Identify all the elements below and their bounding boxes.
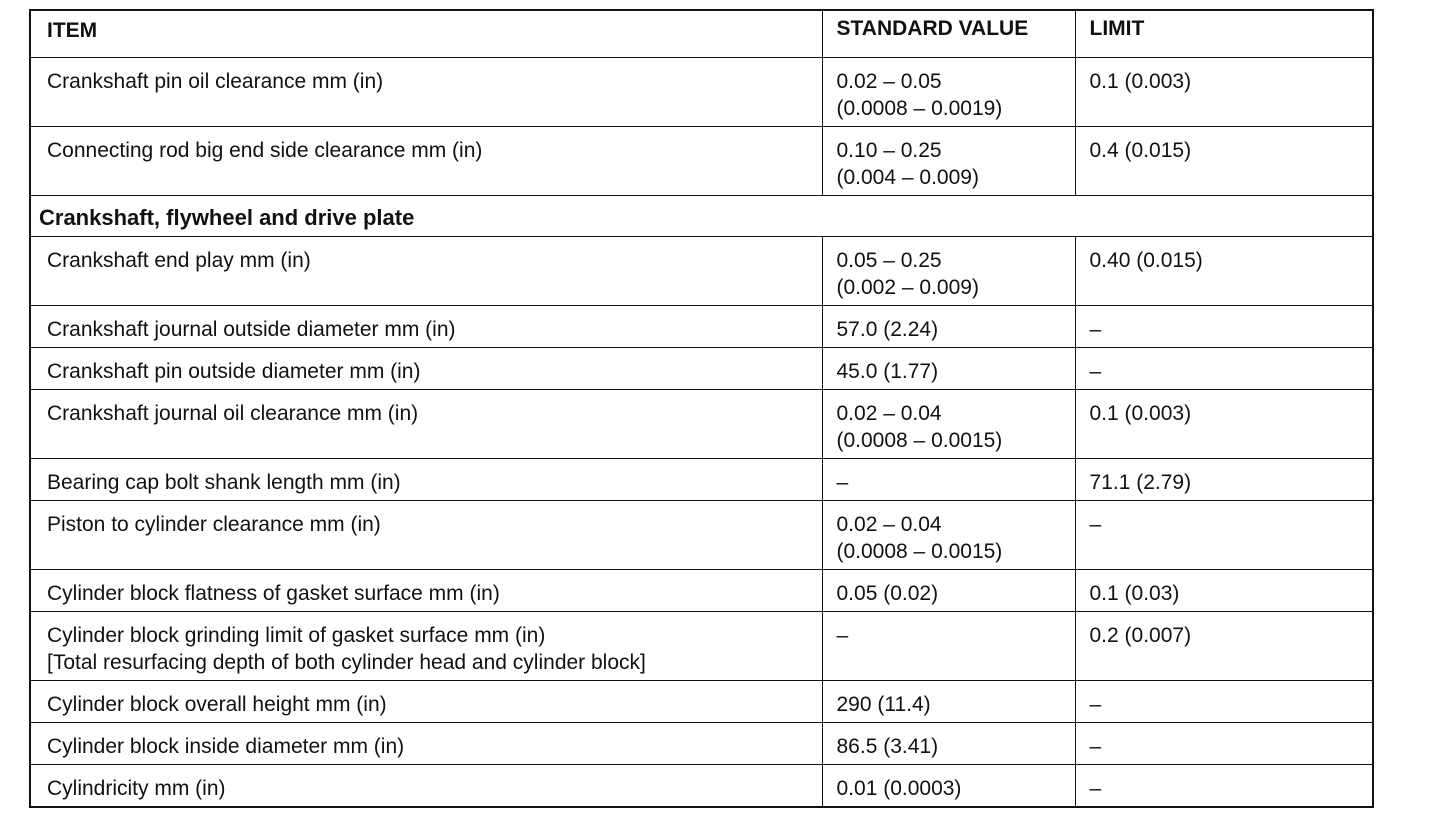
table-row (30, 237, 1373, 306)
standard-text: – (836, 624, 849, 647)
standard-text: 57.0 (2.24) (836, 318, 939, 341)
standard-text: 0.02 – 0.04 (836, 402, 942, 425)
limit-cell: 71.1 (2.79) (1075, 459, 1373, 501)
standard-cell (822, 681, 1075, 723)
item-text: Bearing cap bolt shank length mm (in) (47, 471, 401, 494)
standard-text: (0.002 – 0.009) (836, 276, 979, 299)
standard-text: 0.05 – 0.25 (836, 249, 942, 272)
section-title: Crankshaft, flywheel and drive plate (30, 196, 1373, 237)
limit-cell: – (1075, 723, 1373, 765)
table-row (30, 459, 1373, 501)
limit-cell: – (1075, 348, 1373, 390)
table-row (30, 501, 1373, 570)
item-cell (30, 501, 822, 570)
item-cell (30, 127, 822, 196)
standard-text: 0.02 – 0.05 (836, 70, 942, 93)
standard-cell (822, 723, 1075, 765)
limit-cell: – (1075, 765, 1373, 808)
table-row (30, 570, 1373, 612)
table-row (30, 390, 1373, 459)
item-text: Cylinder block grinding limit of gasket surface mm (in) (47, 624, 546, 647)
item-cell (30, 765, 822, 808)
table-row (30, 765, 1373, 808)
standard-text: – (836, 471, 849, 494)
header-limit: LIMIT (1075, 10, 1373, 58)
item-text: Crankshaft pin outside diameter mm (in) (47, 360, 421, 383)
item-text: Cylinder block inside diameter mm (in) (47, 735, 405, 758)
limit-cell: 0.40 (0.015) (1075, 237, 1373, 306)
item-cell (30, 723, 822, 765)
item-text: Crankshaft end play mm (in) (47, 249, 311, 272)
item-text: [Total resurfacing depth of both cylinder head and cylinder block] (47, 651, 646, 674)
limit-cell: – (1075, 681, 1373, 723)
standard-cell (822, 390, 1075, 459)
limit-cell: 0.1 (0.003) (1075, 390, 1373, 459)
table-row (30, 612, 1373, 681)
item-cell (30, 612, 822, 681)
item-text: Crankshaft pin oil clearance mm (in) (47, 70, 384, 93)
header-standard-value: STANDARD VALUE (822, 10, 1075, 58)
item-cell (30, 390, 822, 459)
section-row (30, 196, 1373, 237)
standard-cell (822, 459, 1075, 501)
limit-cell: 0.1 (0.003) (1075, 58, 1373, 127)
table-row (30, 681, 1373, 723)
limit-cell: 0.1 (0.03) (1075, 570, 1373, 612)
spec-table (29, 9, 1374, 808)
standard-text: 0.01 (0.0003) (836, 777, 962, 800)
standard-text: 86.5 (3.41) (836, 735, 939, 758)
item-cell (30, 459, 822, 501)
item-text: Crankshaft journal outside diameter mm (in) (47, 318, 456, 341)
table-row (30, 723, 1373, 765)
standard-cell (822, 306, 1075, 348)
item-text: Cylinder block overall height mm (in) (47, 693, 387, 716)
standard-cell (822, 237, 1075, 306)
standard-text: (0.004 – 0.009) (836, 166, 979, 189)
standard-text: (0.0008 – 0.0019) (836, 97, 1003, 120)
standard-cell (822, 348, 1075, 390)
header-item: ITEM (30, 10, 822, 58)
standard-cell (822, 127, 1075, 196)
standard-text: 45.0 (1.77) (836, 360, 939, 383)
limit-cell: – (1075, 306, 1373, 348)
item-cell (30, 570, 822, 612)
standard-cell (822, 765, 1075, 808)
standard-cell (822, 570, 1075, 612)
limit-cell: 0.2 (0.007) (1075, 612, 1373, 681)
item-cell (30, 348, 822, 390)
item-text: Crankshaft journal oil clearance mm (in) (47, 402, 419, 425)
limit-cell: 0.4 (0.015) (1075, 127, 1373, 196)
item-cell (30, 58, 822, 127)
header-row (30, 10, 1373, 58)
standard-cell (822, 612, 1075, 681)
standard-text: 0.10 – 0.25 (836, 139, 942, 162)
standard-text: 0.05 (0.02) (836, 582, 939, 605)
table-row (30, 306, 1373, 348)
standard-text: (0.0008 – 0.0015) (836, 429, 1003, 452)
table-row (30, 127, 1373, 196)
standard-text: 0.02 – 0.04 (836, 513, 942, 536)
item-cell (30, 306, 822, 348)
item-text: Cylindricity mm (in) (47, 777, 226, 800)
item-text: Piston to cylinder clearance mm (in) (47, 513, 381, 536)
item-cell (30, 237, 822, 306)
table-row (30, 348, 1373, 390)
limit-cell: – (1075, 501, 1373, 570)
item-text: Cylinder block flatness of gasket surface mm (in) (47, 582, 500, 605)
standard-cell (822, 501, 1075, 570)
table-row (30, 58, 1373, 127)
item-cell (30, 681, 822, 723)
standard-cell (822, 58, 1075, 127)
standard-text: 290 (11.4) (836, 693, 931, 716)
standard-text: (0.0008 – 0.0015) (836, 540, 1003, 563)
item-text: Connecting rod big end side clearance mm (in) (47, 139, 483, 162)
